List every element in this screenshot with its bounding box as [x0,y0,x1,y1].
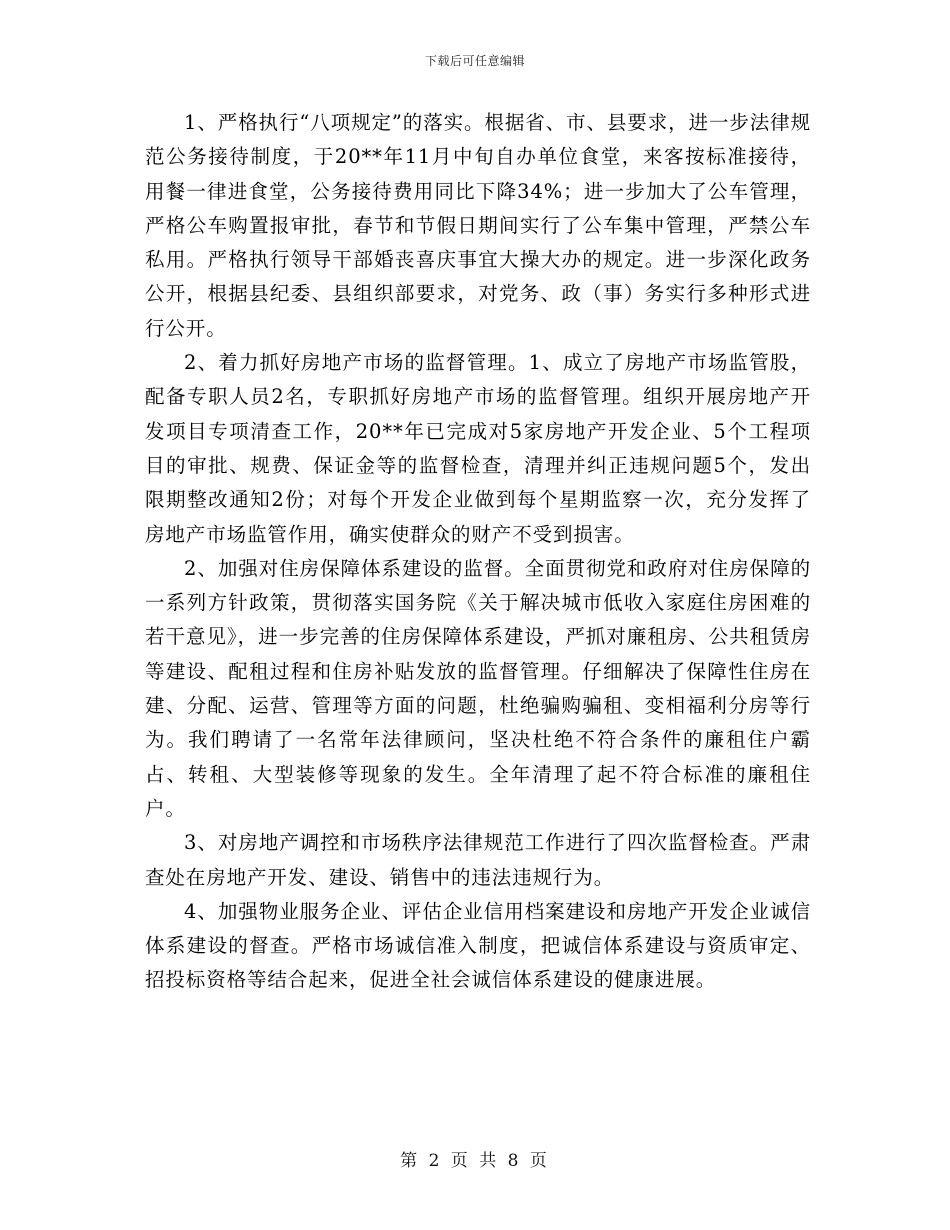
paragraph-housing-security: 2、加强对住房保障体系建设的监督。全面贯彻党和政府对住房保障的一系列方针政策，贯彻落实国务院《关于解决城市低收入家庭住房困难的若干意见》，进一步完善的住房保障体系建设，严抓对廉租房、公共租赁房等建设、配租过程和住房补贴发放的监督管理。仔细解决了保障性住房在建、分配、运营、管理等方面的问题，杜绝骗购骗租、变相福利分房等行为。我们聘请了一名常年法律顾问，坚决杜绝不符合条件的廉租住户霸占、转租、大型装修等现象的发生。全年清理了起不符合标准的廉租住户。 [145,556,811,820]
page-number: 第 2 页 共 8 页 [400,1151,550,1171]
paragraph-real-estate-supervision: 2、着力抓好房地产市场的监督管理。1、成立了房地产市场监管股，配备专职人员2名，专职抓好房地产市场的监督管理。组织开展房地产开发项目专项清查工作，20**年已完成对5家房地产开发企业、5个工程项目的审批、规费、保证金等的监督检查，清理并纠正违规问题5个，发出限期整改通知2份；对每个开发企业做到每个星期监察一次，充分发挥了房地产市场监管作用，确实使群众的财产不受到损害。 [145,351,811,546]
document-body [145,106,811,998]
paragraph-market-order-inspection: 3、对房地产调控和市场秩序法律规范工作进行了四次监督检查。严肃查处在房地产开发、建设、销售中的违法违规行为。 [145,831,811,889]
paragraph-credit-system: 4、加强物业服务企业、评估企业信用档案建设和房地产开发企业诚信体系建设的督查。严格市场诚信准入制度，把诚信体系建设与资质审定、招投标资格等结合起来，促进全社会诚信体系建设的健康进展。 [145,899,811,992]
page-header-note: 下载后可任意编辑 [424,54,525,68]
paragraph-eight-rules: 1、严格执行“八项规定”的落实。根据省、市、县要求，进一步法律规范公务接待制度，于20**年11月中旬自办单位食堂，来客按标准接待，用餐一律进食堂，公务接待费用同比下降34%；进一步加大了公车管理，严格公车购置报审批，春节和节假日期间实行了公车集中管理，严禁公车私用。严格执行领导干部婚丧喜庆事宜大操大办的规定。进一步深化政务公开，根据县纪委、县组织部要求，对党务、政（事）务实行多种形式进行公开。 [145,111,811,340]
